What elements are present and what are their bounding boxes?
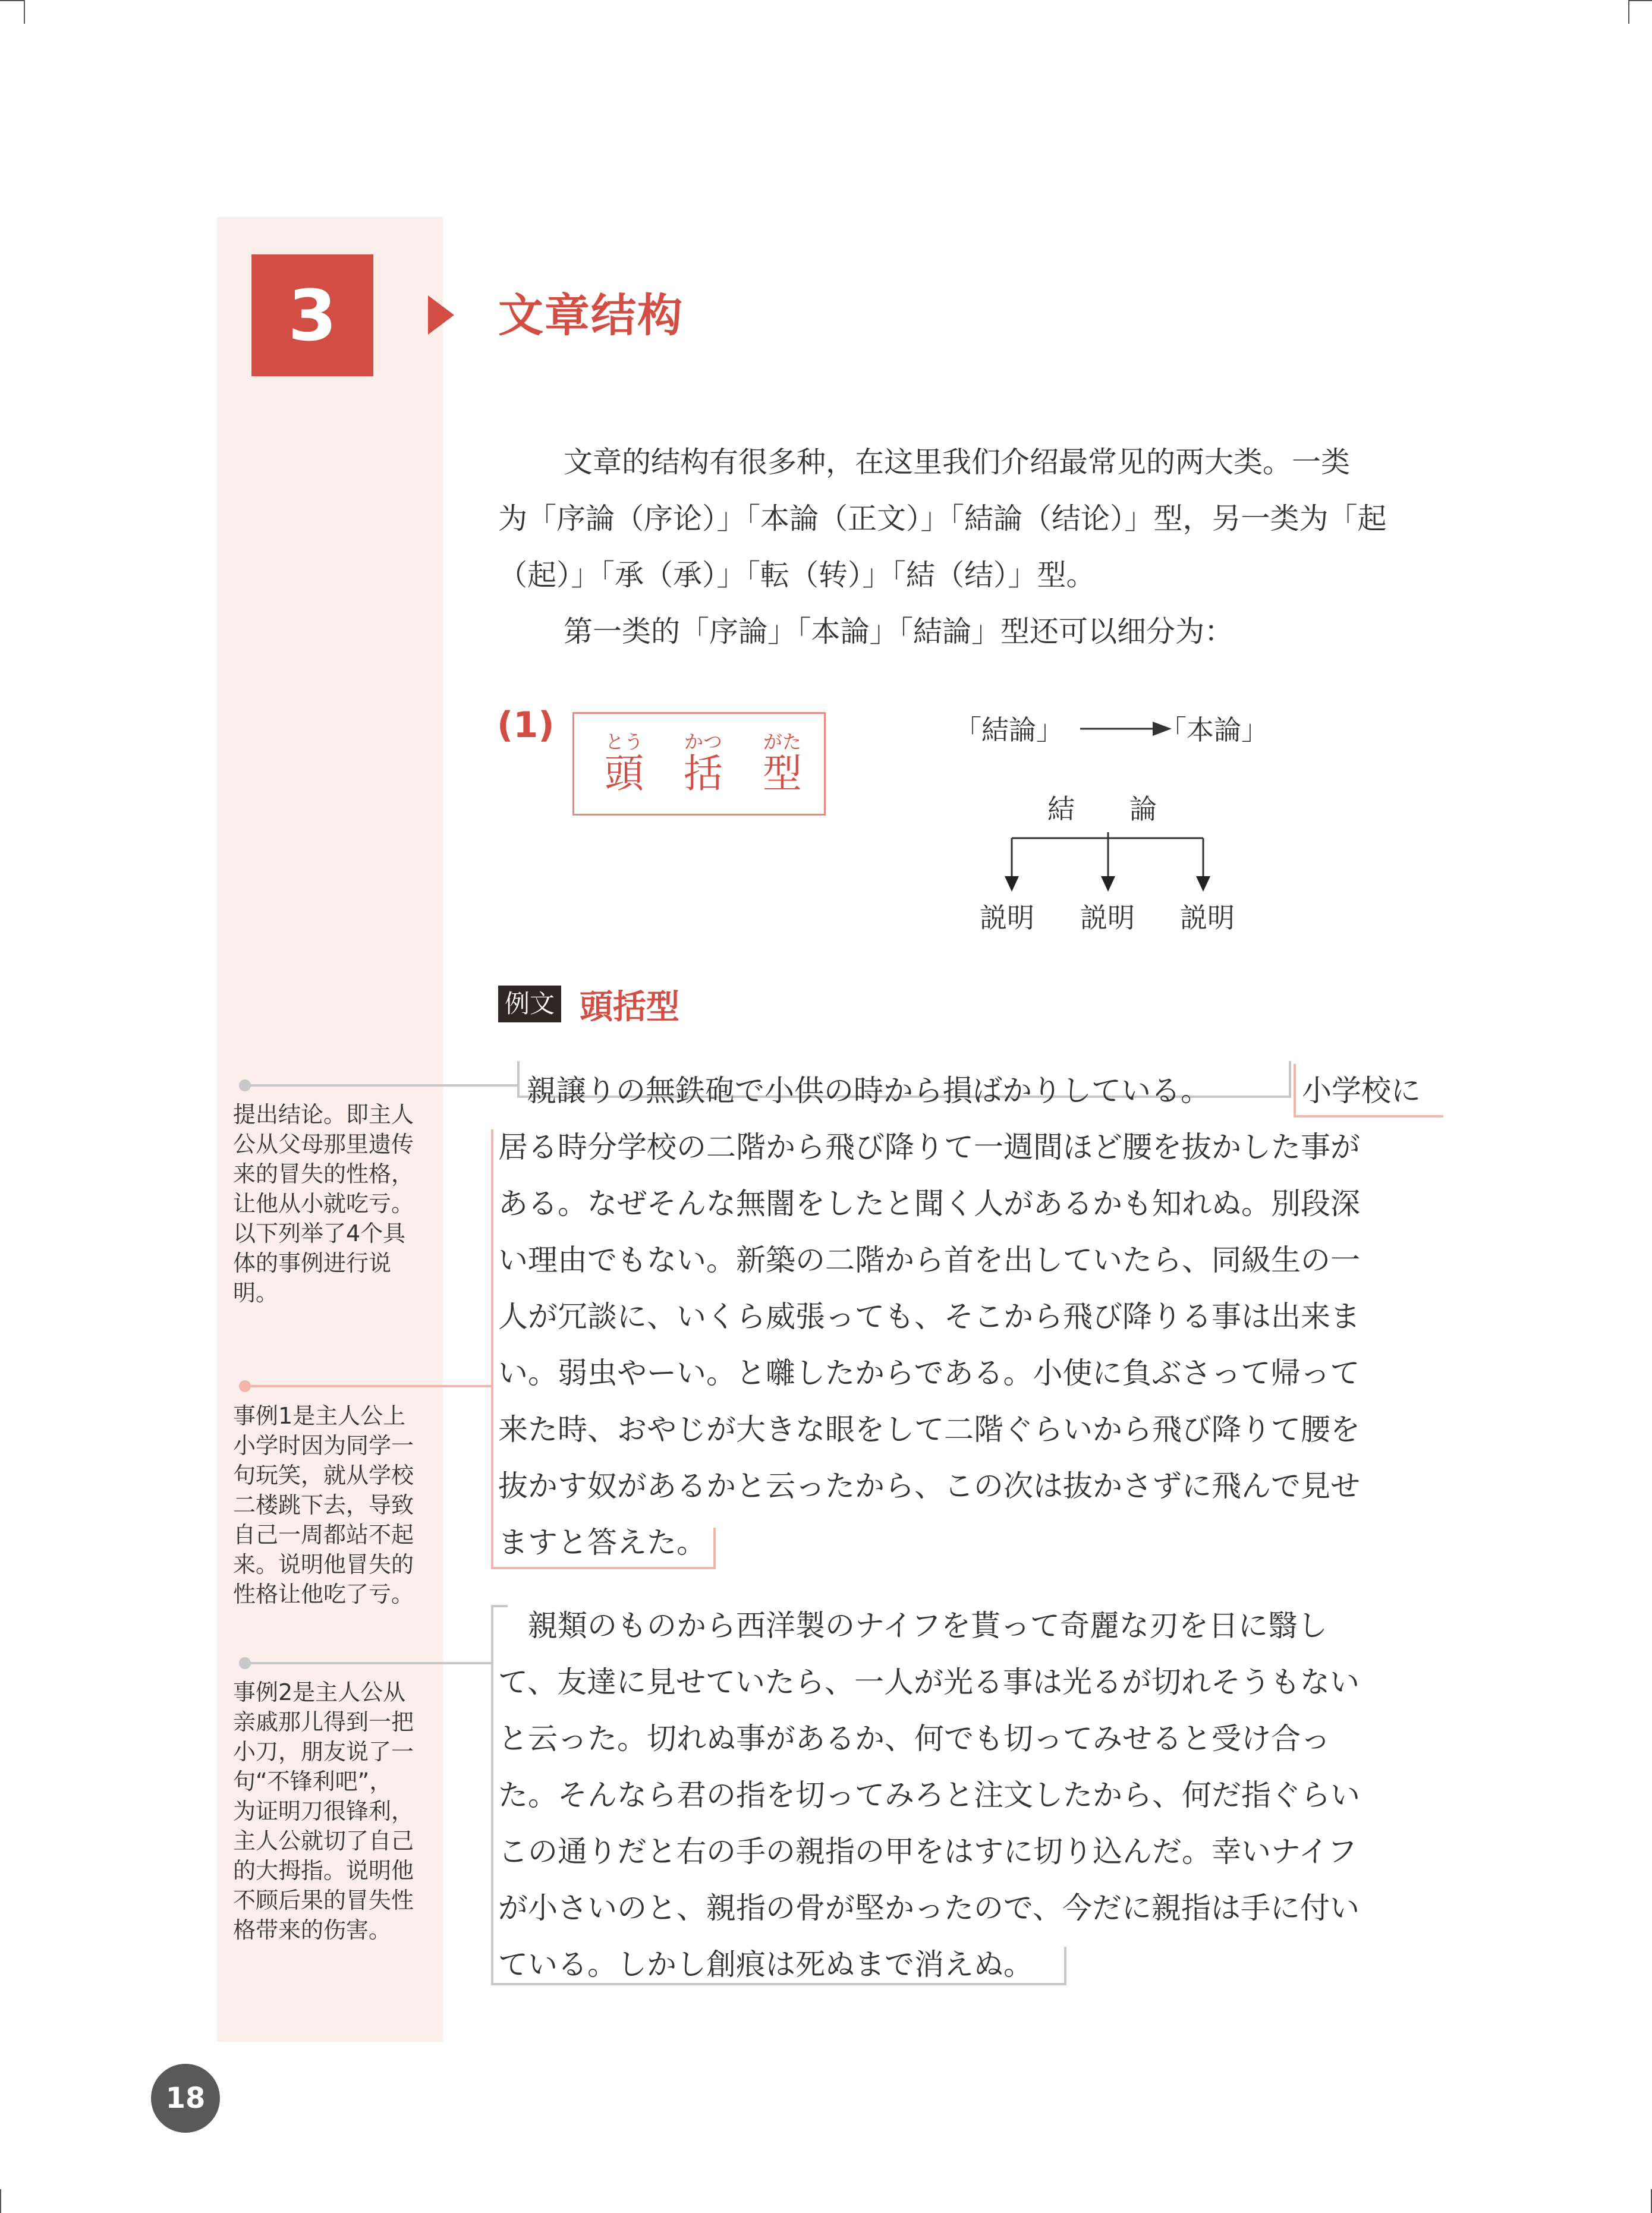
note-line: 让他从小就吃亏。 [233, 1191, 414, 1217]
example-line: 来た時、おやじが大きな眼をして二階ぐらいから飛び降りて腰を [498, 1412, 1360, 1447]
example-title: 頭括型 [580, 988, 679, 1027]
note-line: 的大拇指。说明他 [233, 1858, 414, 1884]
note-line: 主人公就切了自己 [233, 1828, 414, 1854]
example-line: 人が冗談に、いくら威張っても、そこから飛び降りる事は出来ま [498, 1299, 1360, 1334]
diagram-from-label: 「結論」 [954, 714, 1063, 746]
diagram-tree-lines [999, 832, 1213, 898]
note-line: 自己一周都站不起 [233, 1522, 414, 1548]
example-line: た。そんなら君の指を切ってみろと注文したから、何だ指ぐらい [498, 1778, 1360, 1812]
note-line: 事例1是主人公上 [233, 1403, 406, 1429]
note-line: 亲戚那儿得到一把 [233, 1709, 414, 1735]
example-line: い。弱虫やーい。と囃したからである。小使に負ぶさって帰って [498, 1356, 1360, 1390]
example-line: が小さいのと、親指の骨が堅かったので、今だに親指は手に付い [498, 1891, 1360, 1925]
note-dot [239, 1657, 251, 1669]
note-line: 明。 [233, 1280, 279, 1306]
type-name-box [572, 712, 826, 816]
intro-line: 第一类的「序論」「本論」「結論」型还可以细分为： [564, 615, 1234, 649]
crop-mark [1628, 0, 1629, 24]
diagram-root-label: 結 論 [1047, 793, 1157, 825]
note-dot [239, 1079, 251, 1091]
type-number: (1) [497, 704, 555, 746]
example-line: い理由でもない。新築の二階から首を出していたら、同級生の一 [498, 1243, 1360, 1277]
intro-line: 为「序論（序论）」「本論（正文）」「結論（结论）」型，另一类为「起 [498, 502, 1387, 536]
triangle-marker-icon [428, 295, 454, 335]
note-line: 提出结论。即主人 [233, 1101, 414, 1128]
kanji: 頭 [605, 751, 644, 797]
example-line: この通りだと右の手の親指の甲をはすに切り込んだ。幸いナイフ [498, 1834, 1357, 1869]
note-line: 公从父母那里遗传 [233, 1131, 414, 1157]
example-line: 居る時分学校の二階から飛び降りて一週間ほど腰を抜かした事が [498, 1130, 1360, 1164]
example-line: と云った。切れぬ事があるか、何でも切ってみせると受け合っ [498, 1721, 1330, 1756]
note-line: 性格让他吃了亏。 [233, 1581, 414, 1607]
note-line: 为证明刀很锋利， [233, 1798, 414, 1824]
note-line: 二楼跳下去，导致 [233, 1492, 414, 1518]
intro-line: 文章的结构有很多种，在这里我们介绍最常见的两大类。一类 [564, 445, 1351, 479]
section-title: 文章结构 [498, 289, 684, 342]
crop-mark [0, 2189, 1, 2213]
example-line: ますと答えた。 [498, 1525, 706, 1560]
note-line: 来。说明他冒失的 [233, 1551, 414, 1578]
margin-note [233, 1401, 429, 1609]
note-line: 句“不锋利吧”， [233, 1768, 392, 1795]
note-line: 句玩笑，就从学校 [233, 1462, 414, 1488]
kanji: 型 [763, 751, 802, 797]
intro-text [498, 434, 1437, 660]
diagram-to-label: 「本論」 [1159, 714, 1269, 746]
example-line: ある。なぜそんな無闇をしたと聞く人があるかも知れぬ。別段深 [498, 1186, 1360, 1221]
ruby-char [679, 714, 727, 796]
intro-line: （起）」「承（承）」「転（转）」「結（结）」型。 [498, 558, 1096, 592]
ruby-reading: かつ [684, 731, 722, 753]
note-line: 来的冒失的性格， [233, 1161, 414, 1187]
diagram-child: 説明 [980, 902, 1034, 934]
note-line: 小刀，朋友说了一 [233, 1739, 414, 1765]
example-line: 親譲りの無鉄砲で小供の時から損ばかりしている。 [527, 1074, 1210, 1108]
crop-mark [24, 0, 25, 24]
example-line: て、友達に見せていたら、一人が光る事は光るが切れそうもない [498, 1665, 1360, 1699]
example-line: 小学校に [1302, 1074, 1421, 1108]
diagram-child: 説明 [1080, 902, 1135, 934]
margin-note [233, 1100, 429, 1308]
example-line: 抜かす奴があるかと云ったから、この次は抜かさずに飛んで見せ [498, 1469, 1360, 1503]
note-line: 事例2是主人公从 [233, 1679, 406, 1705]
example-label: 例文 [498, 986, 561, 1022]
section-number: 3 [251, 254, 373, 376]
ruby-char [600, 714, 648, 796]
note-line: 格带来的伤害。 [233, 1917, 392, 1943]
note-dot [239, 1380, 251, 1392]
ruby-char [759, 714, 806, 796]
diagram-child: 説明 [1180, 902, 1235, 934]
kanji: 括 [684, 751, 723, 797]
crop-mark [1628, 0, 1652, 1]
example-line: 親類のものから西洋製のナイフを貰って奇麗な刃を日に翳し [528, 1608, 1327, 1643]
ruby-reading: とう [605, 731, 643, 753]
note-line: 不顾后果的冒失性 [233, 1887, 414, 1913]
ruby-reading: がた [763, 731, 801, 753]
note-line: 体的事例进行说 [233, 1250, 392, 1276]
crop-mark [0, 0, 24, 1]
note-line: 小学时因为同学一 [233, 1433, 414, 1459]
page-number: 18 [151, 2064, 220, 2133]
example-line: ている。しかし創痕は死ぬまで消えぬ。 [498, 1947, 1033, 1982]
note-line: 以下列举了4个具 [233, 1220, 406, 1246]
margin-note [233, 1677, 429, 1945]
